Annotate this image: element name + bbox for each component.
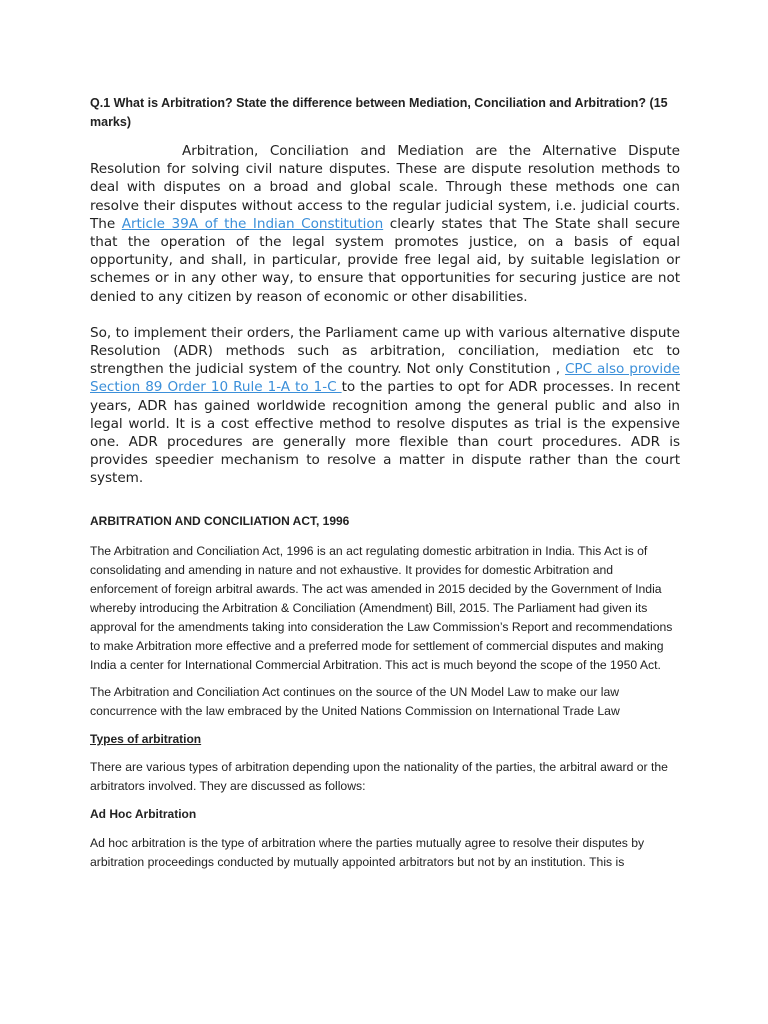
types-paragraph: There are various types of arbitration depending upon the nationality of the parties, the arbitral award or the arbitrators involved. They are discussed as follows: (90, 759, 668, 793)
question-title: Q.1 What is Arbitration? State the difference between Mediation, Conciliation and Arbitration? (15 marks) (90, 96, 668, 129)
intro-paragraph (90, 142, 680, 306)
adhoc-paragraph: Ad hoc arbitration is the type of arbitration where the parties mutually agree to resolve their disputes by arbitration proceedings conducted by mutually appointed arbitrators but not by an institution. This is (90, 835, 645, 869)
cpc-section-89-link[interactable]: CPC also provide Section 89 Order 10 Rule 1-A to 1-C (90, 361, 680, 396)
act-paragraph-1: The Arbitration and Conciliation Act, 1996 is an act regulating domestic arbitration in India. This Act is of consolidating and amending in nature and not exhaustive. It provides for domestic Arbitration and enforcement of foreign arbitral awards. The act was amended in 2015 decided by the Government of India whereby introducing the Arbitration & Conciliation (Amendment) Bill, 2015. The Parliament had given its approval for the amendments taking into consideration the Law Commission’s Report and recommendations to make Arbitration more effective and a preferred mode for settlement of commercial disputes and making India a center for International Commercial Arbitration. This act is much beyond the scope of the 1950 Act. (90, 543, 673, 672)
adr-paragraph (90, 324, 680, 488)
act-heading: ARBITRATION AND CONCILIATION ACT, 1996 (90, 513, 350, 528)
adr-text-before-link: So, to implement their orders, the Parliament came up with various alternative dispute Resolution (ADR) methods such as arbitration, conciliation, mediation etc to strengthen the judicial system of the country. Not only Constitution , (90, 324, 680, 378)
article-39a-link[interactable]: Article 39A of the Indian Constitution (121, 215, 384, 232)
types-heading: Types of arbitration (90, 731, 202, 746)
adhoc-heading: Ad Hoc Arbitration (90, 806, 197, 821)
intro-text-after-link: clearly states that The State shall secure that the operation of the legal system promotes justice, on a basis of equal opportunity, and shall, in particular, provide free legal aid, by suitable legislation or schemes or in any other way, to ensure that opportunities for securing justice are not denied to any citizen by reason of economic or other disabilities. (90, 215, 680, 305)
adr-text-after-link: to the parties to opt for ADR processes. In recent years, ADR has gained worldwide recognition among the general public and also in legal world. It is a cost effective method to resolve disputes as trial is the expensive one. ADR procedures are generally more flexible than court procedures. ADR is provides speedier mechanism to resolve a matter in dispute rather than the court system. (90, 379, 680, 487)
act-paragraph-2: The Arbitration and Conciliation Act continues on the source of the UN Model Law to make our law concurrence with the law embraced by the United Nations Commission on International Trade Law (90, 684, 620, 718)
document-page (90, 94, 680, 872)
intro-text-before-link: Arbitration, Conciliation and Mediation are the Alternative Dispute Resolution for solving civil nature disputes. These are dispute resolution methods to deal with disputes on a broad and global scale. Through these methods one can resolve their disputes without access to the regular judicial system, i.e. judicial courts. The (90, 143, 680, 232)
